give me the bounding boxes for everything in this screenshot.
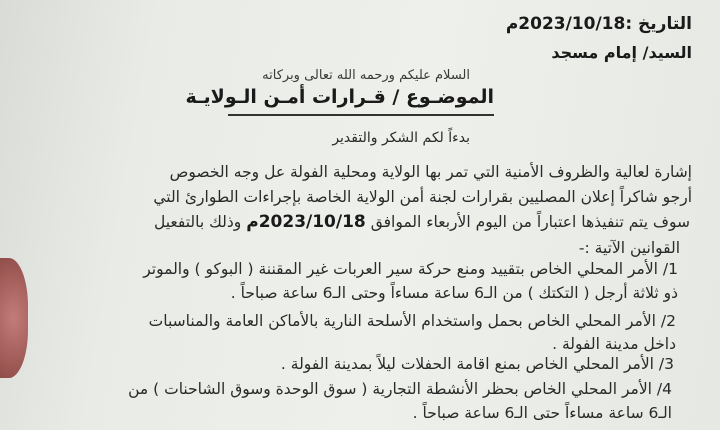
body-line-4: القوانين الآتية :- [578,239,680,257]
subject-underline [228,114,494,116]
item-2-line-b: داخل مدينة الفولة . [552,335,676,353]
body-line-3-before: سوف يتم تنفيذها اعتباراً من اليوم الأربعاء الموافق [370,213,690,231]
body-line-3-after: وذلك بالتفعيل [154,213,242,231]
item-1-line-b: ذو ثلاثة أرجل ( التكتك ) من الـ6 ساعة مساءاً وحتى الـ6 ساعة صباحاً . [230,284,678,302]
body-line-1: إشارة لعالية والظروف الأمنية التي تمر بها الولاية ومحلية الفولة عل وجه الخصوص [169,163,692,181]
recipient-line: السيد/ إمام مسجد [551,43,692,62]
item-1-line-a: 1/ الأمر المحلي الخاص بتقييد ومنع حركة سير العربات غير المقننة ( البوكو ) والموتر [143,260,678,278]
greeting: السلام عليكم ورحمه الله تعالى وبركاته [262,68,470,83]
item-4-line-a: 4/ الأمر المحلي الخاص بحظر الأنشطة التجارية ( سوق الوحدة وسوق الشاحنات ) من [128,380,672,398]
body-line-3-date: 2023/10/18م [246,212,366,232]
body-line-2: أرجو شاكراً إعلان المصليين بقرارات لجنة أمن الولاية الخاصة بإجراءات الطوارئ التي [153,188,692,206]
date-line: التاريخ :2023/10/18م [505,14,692,34]
item-4-line-b: الـ6 ساعة مساءاً حتى الـ6 ساعة صباحاً . [412,404,672,422]
subject-line: الموضـوع / قـرارات أمـن الـولايـة [185,86,494,108]
item-2-line-a: 2/ الأمر المحلي الخاص بحمل واستخدام الأسلحة النارية بالأماكن العامة والمناسبات [148,312,676,330]
item-3-line: 3/ الأمر المحلي الخاص بمنع اقامة الحفلات ليلاً بمدينة الفولة . [280,355,674,373]
body-line-3 [154,212,690,232]
thumb [0,258,28,378]
thanks-line: بدءاً لكم الشكر والتقدير [332,130,470,146]
